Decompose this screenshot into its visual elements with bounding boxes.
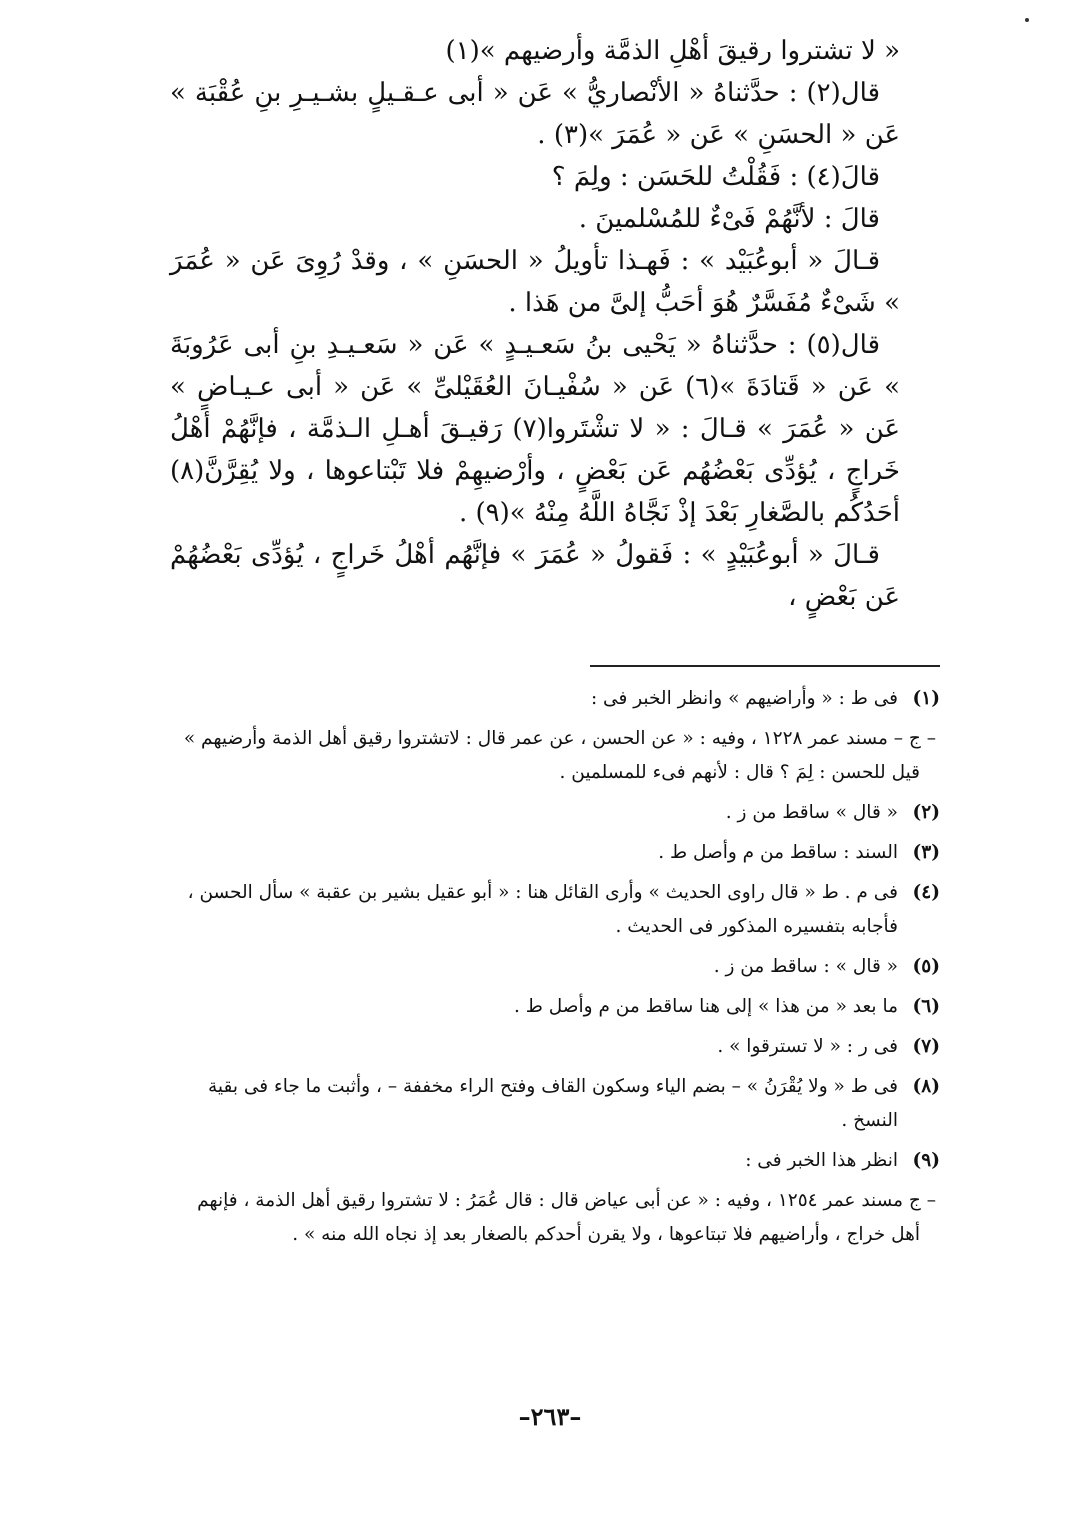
footnote-text: – ج – مسند عمر ١٢٢٨ ، وفيه : « عن الحسن ، عن عمر قال : لاتشتروا رقيق أهل الذمة وأرضيهم » قيل للحسن : لِمَ ؟ قال : لأنهم فىء للمسلمين . [183,728,936,783]
footnote-number: (٤) [912,882,940,903]
footnote-number: (٢) [912,802,940,823]
footnote-6 [170,990,940,1024]
footnote-text: – ج مسند عمر ١٢٥٤ ، وفيه : « عن أبى عياض قال : قال عُمَرُ : لا تشتروا رقيق أهل الذمة ، فإنهم أهل خراج ، وأراضيهم فلا تبتاعوها ، ولا يقرن أحدكم بالصغار بعد إذ نجاه الله منه » . [197,1190,936,1245]
main-paragraph-5: قـالَ « أبوعُبَيْد » : فَهـذا تأويلُ « الحسَنِ » ، وقدْ رُوِىَ عَن « عُمَرَ » شَىْءٌ مُفَسَّرٌ هُوَ أحَبُّ إلىَّ من هَذا . [170,246,900,318]
main-paragraph-4: قالَ : لأنَّهُمْ فَىْءٌ للمُسْلمينَ . [578,204,880,234]
main-paragraph-3: قالَ(٤) : فَقُلْتُ للحَسَن : ولِمَ ؟ [551,162,880,192]
footnote-7 [170,1030,940,1064]
main-paragraph-7: قـالَ « أبوعُبَيْدٍ » : فَقولُ « عُمَرَ » فإنَّهُم أهْلُ خَراجٍ ، يُؤدِّى بَعْضُهُمْ عَن بَعْضٍ ، [170,540,900,612]
footnote-4 [170,876,940,944]
footnote-text: فى ط : « وأراضيهم » وانظر الخبر فى : [590,688,898,709]
footnote-number: (٦) [912,996,940,1017]
footnote-text: « قال » ساقط من ز . [725,802,898,823]
footnote-text: فى م . ط « قال راوى الحديث » وأرى القائل هنا : « أبو عقيل بشير بن عقبة » سأل الحسن ، فأجابه بتفسيره المذكور فى الحديث . [187,882,898,937]
footnote-text: « قال » : ساقط من ز . [713,956,898,977]
footnote-3 [170,836,940,870]
footnote-number: (٩) [912,1150,940,1171]
footnote-number: (٧) [912,1036,940,1057]
main-paragraph-2: قال(٢) : حدَّثناهُ « الأنْصاريُّ » عَن « أبى عـقـيلٍ بشـيـرِ بنِ عُقْبَة » عَن « الحسَنِ » عَن « عُمَرَ »(٣) . [170,78,900,150]
page-number: –٢٦٣– [518,1402,582,1431]
footnote-1 [170,682,940,716]
main-text-block [170,30,900,618]
scan-speck [1025,18,1029,22]
footnote-number: (١) [912,688,940,709]
footnote-text: السند : ساقط من م وأصل ط . [658,842,898,863]
footnote-text: ما بعد « من هذا » إلى هنا ساقط من م وأصل ط . [514,996,898,1017]
footnote-text: فى ط « ولا يُقْرَنُ » – بضم الياء وسكون القاف وفتح الراء مخففة – ، وأثبت ما جاء فى بقية النسخ . [208,1076,898,1131]
footnote-2 [170,796,940,830]
footnotes-block [170,682,940,1258]
footnote-9-detail [170,1184,940,1252]
footnote-text: فى ر : « لا تسترقوا » . [717,1036,898,1057]
footnote-number: (٨) [912,1076,940,1097]
footnote-divider [590,665,940,667]
footnote-number: (٥) [912,956,940,977]
footnote-text: انظر هذا الخبر فى : [745,1150,898,1171]
footnote-9 [170,1144,940,1178]
footnote-number: (٣) [912,842,940,863]
footnote-1-detail [170,722,940,790]
main-paragraph-1: « لا تشتروا رقيقَ أهْلِ الذمَّة وأرضيهم »(١) [445,36,900,66]
main-paragraph-6: قال(٥) : حدَّثناهُ « يَحْيى بنُ سَعـيـدٍ » عَن « سَعـيـدِ بنِ أبى عَرُوبَةَ » عَن « قَتادَةَ »(٦) عَن « سُفْيـانَ العُقَيْلىِّ » عَن « أبى عـيـاضٍ » عَن « عُمَرَ » قـالَ : « لا تشْتَروا(٧) رَقيـقَ أهـلِ الـذمَّة ، فإنَّهُمْ أهْلُ خَراجٍ ، يُؤدِّى بَعْضُهُم عَن بَعْضٍ ، وأرْضيهِمْ فلا تَبْتاعوها ، ولا يُقِرَّنَّ(٨) أحَدُكُم بالصَّغارِ بَعْدَ إذْ نَجَّاهُ اللَّهُ مِنْهُ »(٩) . [170,330,900,528]
footnote-5 [170,950,940,984]
footnote-8 [170,1070,940,1138]
